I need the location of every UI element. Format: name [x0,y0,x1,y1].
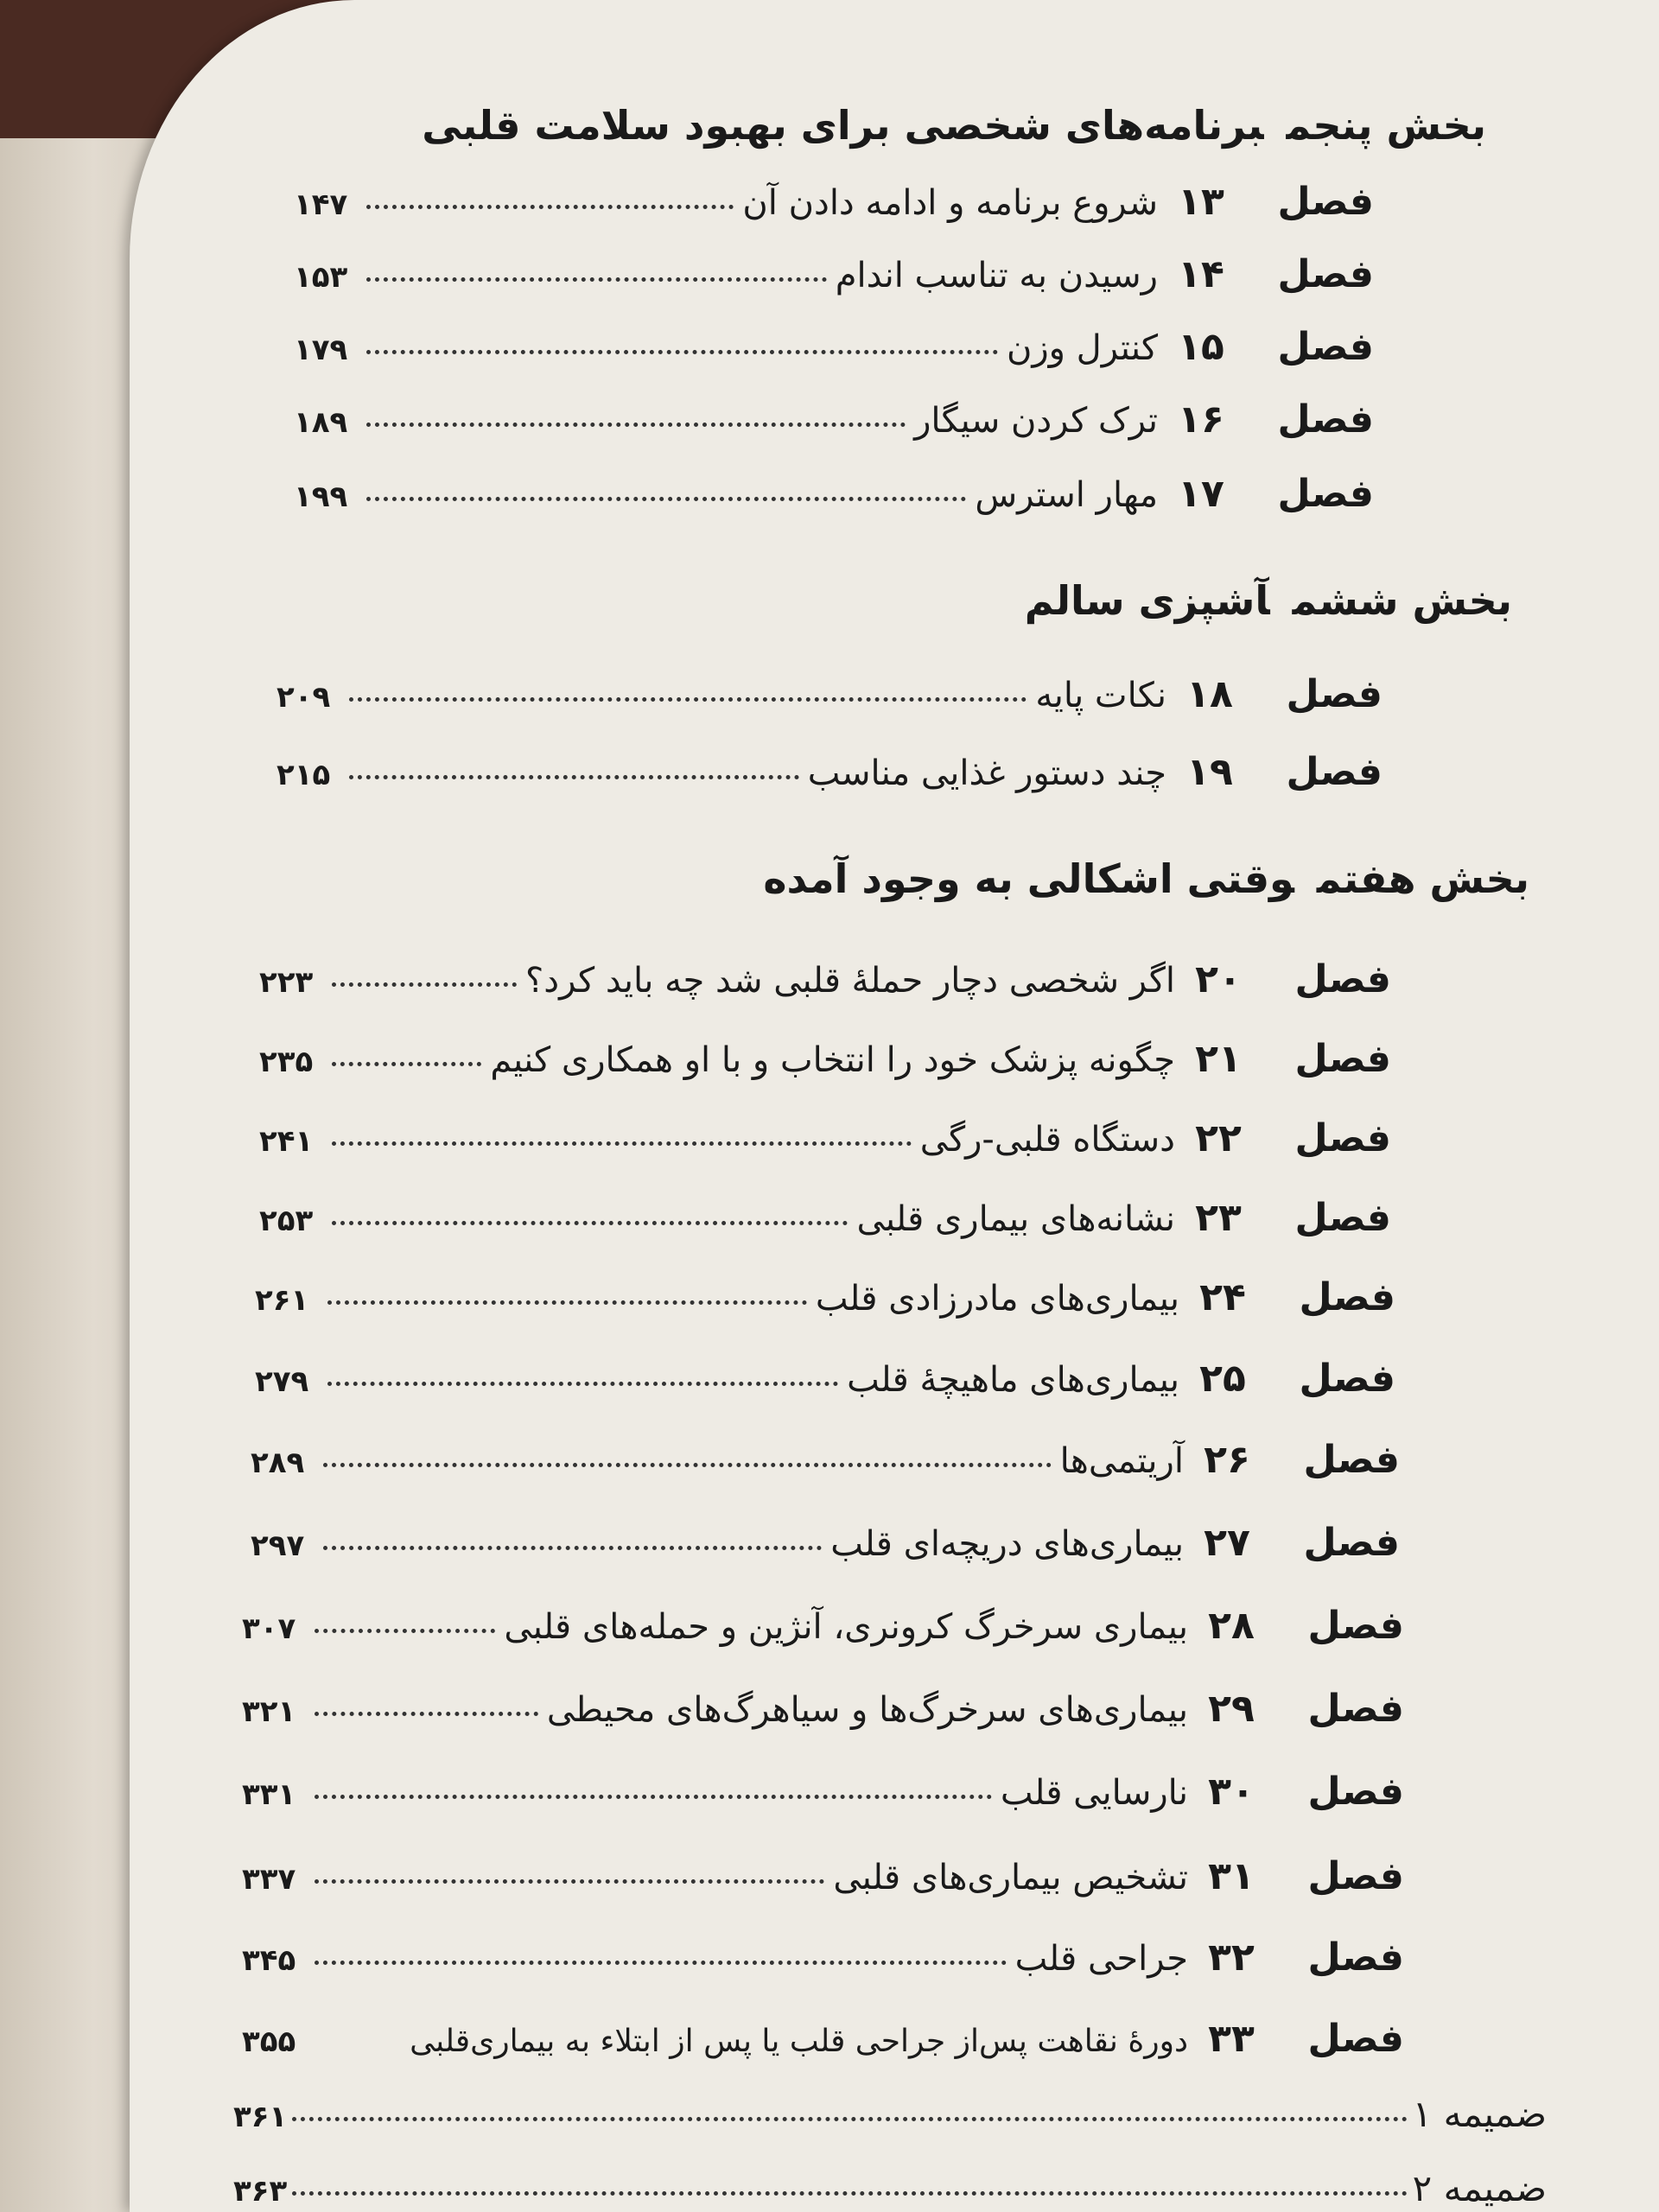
leader-dots [332,1062,481,1066]
part-heading-5 [422,102,1486,149]
chapter-word: فصل [1277,180,1374,224]
chapter-number: ۱۳ [1178,180,1224,224]
toc-entry [251,1438,1400,1482]
chapter-title: دستگاه قلبی-رگی [919,1120,1175,1160]
leader-dots [315,1712,538,1716]
chapter-title: مهار استرس [975,475,1158,515]
page-number: ۲۶۱ [255,1283,309,1318]
toc-entry [294,472,1374,516]
chapter-word: فصل [1286,750,1382,794]
leader-dots [327,1382,838,1386]
chapter-word: فصل [1277,397,1374,442]
page-number: ۳۴۵ [242,1943,296,1978]
page-number: ۱۵۳ [294,260,348,295]
leader-dots [332,1141,912,1146]
leader-dots [315,1795,992,1799]
page-number: ۲۵۳ [259,1204,314,1238]
toc-entry [242,1604,1404,1648]
appendix-label: ضمیمه ۱ [1412,2093,1547,2135]
chapter-word: فصل [1303,1521,1400,1565]
leader-dots [323,1463,1052,1467]
chapter-word: فصل [1294,1196,1391,1240]
leader-dots [349,775,799,779]
chapter-word: فصل [1286,672,1382,716]
leader-dots [366,277,827,282]
leader-dots [366,205,734,209]
chapter-number: ۲۵ [1199,1357,1246,1401]
toc-entry [242,1687,1404,1731]
chapter-title: نارسایی قلب [1000,1773,1188,1813]
toc-entry [259,1116,1391,1160]
page-number: ۳۶۱ [233,2100,288,2134]
chapter-title: شروع برنامه و ادامه دادن آن [742,183,1158,223]
chapter-word: فصل [1277,325,1374,369]
chapter-title: بیماری‌های دریچه‌ای قلب [830,1524,1184,1564]
toc-entry [251,1521,1400,1565]
chapter-number: ۲۷ [1204,1521,1250,1565]
chapter-number: ۲۸ [1208,1604,1255,1648]
chapter-word: فصل [1294,1037,1391,1081]
leader-dots [366,350,998,354]
chapter-number: ۲۹ [1208,1687,1255,1731]
page-number: ۳۳۷ [242,1862,296,1897]
page-number: ۳۰۷ [242,1611,296,1646]
chapter-title: نشانه‌های بیماری قلبی [856,1199,1175,1239]
page-number: ۳۵۵ [242,2024,296,2059]
leader-dots [332,1221,848,1225]
leader-dots [315,1629,495,1633]
part-title: برنامه‌های شخصی برای بهبود سلامت قلبی [422,102,1264,149]
chapter-number: ۱۴ [1178,252,1224,296]
part-heading-6 [1025,577,1512,624]
chapter-title: نکات پایه [1035,676,1166,715]
chapter-number: ۱۸ [1186,672,1233,716]
toc-entry [255,1275,1395,1319]
page-number: ۲۹۷ [251,1529,305,1563]
chapter-title: بیماری‌های مادرزادی قلب [815,1279,1179,1319]
page-number: ۲۴۱ [259,1124,314,1159]
toc-entry [276,672,1382,716]
chapter-title: رسیدن به تناسب اندام [835,256,1158,296]
toc-entry [294,180,1374,224]
chapter-number: ۱۹ [1186,750,1233,794]
leader-dots [349,697,1027,702]
page-number: ۲۸۹ [251,1446,305,1480]
page-number: ۲۲۳ [259,965,314,1000]
leader-dots [315,1879,824,1884]
chapter-word: فصل [1294,957,1391,1001]
appendix-label: ضمیمه ۲ [1412,2167,1547,2209]
chapter-word: فصل [1307,1687,1404,1731]
part-label: بخش پنجم [1286,102,1486,149]
chapter-title: بیماری سرخرگ کرونری، آنژین و حمله‌های قلبی [504,1607,1188,1647]
chapter-word: فصل [1307,1854,1404,1898]
leader-dots [315,1961,1007,1965]
chapter-number: ۱۷ [1178,472,1224,516]
page-number: ۳۳۱ [242,1777,296,1812]
chapter-word: فصل [1307,2017,1404,2061]
chapter-word: فصل [1294,1116,1391,1160]
chapter-title: دورهٔ نقاهت پس‌از جراحی قلب یا پس از ابتلاء به بیماری‌قلبی [410,2024,1188,2059]
chapter-title: اگر شخصی دچار حملهٔ قلبی شد چه باید کرد؟ [525,961,1175,1001]
chapter-number: ۳۰ [1208,1770,1255,1814]
leader-dots [323,1546,822,1550]
toc-entry [255,1357,1395,1401]
page-number: ۳۶۳ [233,2174,288,2209]
toc-entry [259,1196,1391,1240]
chapter-word: فصل [1303,1438,1400,1482]
chapter-word: فصل [1277,472,1374,516]
toc-entry [259,1037,1391,1081]
chapter-word: فصل [1307,1604,1404,1648]
chapter-title: چند دستور غذایی مناسب [807,753,1166,793]
chapter-number: ۱۶ [1178,397,1224,442]
chapter-number: ۱۵ [1178,325,1224,369]
toc-entry [242,1854,1404,1898]
page-number: ۱۷۹ [294,333,348,367]
toc-entry [294,397,1374,442]
chapter-number: ۲۶ [1204,1438,1250,1482]
chapter-title: کنترل وزن [1006,328,1158,368]
chapter-title: آریتمی‌ها [1059,1441,1184,1481]
toc-entry [294,252,1374,296]
chapter-title: بیماری‌های ماهیچهٔ قلب [847,1360,1179,1400]
part-title: وقتی اشکالی به وجود آمده [763,855,1294,902]
appendix-entry [233,2093,1547,2135]
chapter-word: فصل [1299,1275,1395,1319]
chapter-word: فصل [1299,1357,1395,1401]
toc-entry [276,750,1382,794]
part-heading-7 [763,855,1529,902]
chapter-number: ۳۲ [1208,1936,1255,1980]
chapter-title: بیماری‌های سرخرگ‌ها و سیاهرگ‌های محیطی [546,1690,1188,1730]
chapter-title: ترک کردن سیگار [914,401,1158,441]
leader-dots [292,2191,1407,2196]
chapter-number: ۲۱ [1195,1037,1242,1081]
page-number: ۱۸۹ [294,405,348,440]
page-number: ۲۳۵ [259,1045,314,1079]
leader-dots [327,1300,807,1305]
appendix-entry [233,2167,1547,2209]
toc-entry [242,2017,1404,2061]
chapter-number: ۲۳ [1195,1196,1242,1240]
part-label: بخش هفتم [1316,855,1529,902]
toc-entry [259,957,1391,1001]
book-page [130,0,1659,2212]
chapter-word: فصل [1277,252,1374,296]
chapter-number: ۳۱ [1208,1854,1255,1898]
page-number: ۱۹۹ [294,480,348,514]
toc-entry [242,1936,1404,1980]
page-number: ۱۴۷ [294,188,348,222]
page-number: ۲۱۵ [276,758,331,792]
chapter-title: تشخیص بیماری‌های قلبی [833,1858,1188,1897]
chapter-number: ۲۰ [1195,957,1242,1001]
leader-dots [366,497,966,501]
chapter-word: فصل [1307,1936,1404,1980]
toc-entry [242,1770,1404,1814]
leader-dots [292,2117,1407,2121]
chapter-title: چگونه پزشک خود را انتخاب و با او همکاری کنیم [490,1040,1175,1080]
part-title: آشپزی سالم [1024,577,1270,624]
leader-dots [332,982,517,987]
chapter-number: ۲۴ [1199,1275,1246,1319]
page-number: ۲۰۹ [276,680,331,715]
page-number: ۳۲۱ [242,1694,296,1729]
chapter-number: ۳۳ [1208,2017,1255,2061]
chapter-title: جراحی قلب [1014,1939,1188,1979]
part-label: بخش ششم [1292,577,1512,624]
table-of-contents [216,0,1659,2212]
page-number: ۲۷۹ [255,1364,309,1399]
chapter-number: ۲۲ [1195,1116,1242,1160]
toc-entry [294,325,1374,369]
leader-dots [366,423,906,427]
chapter-word: فصل [1307,1770,1404,1814]
